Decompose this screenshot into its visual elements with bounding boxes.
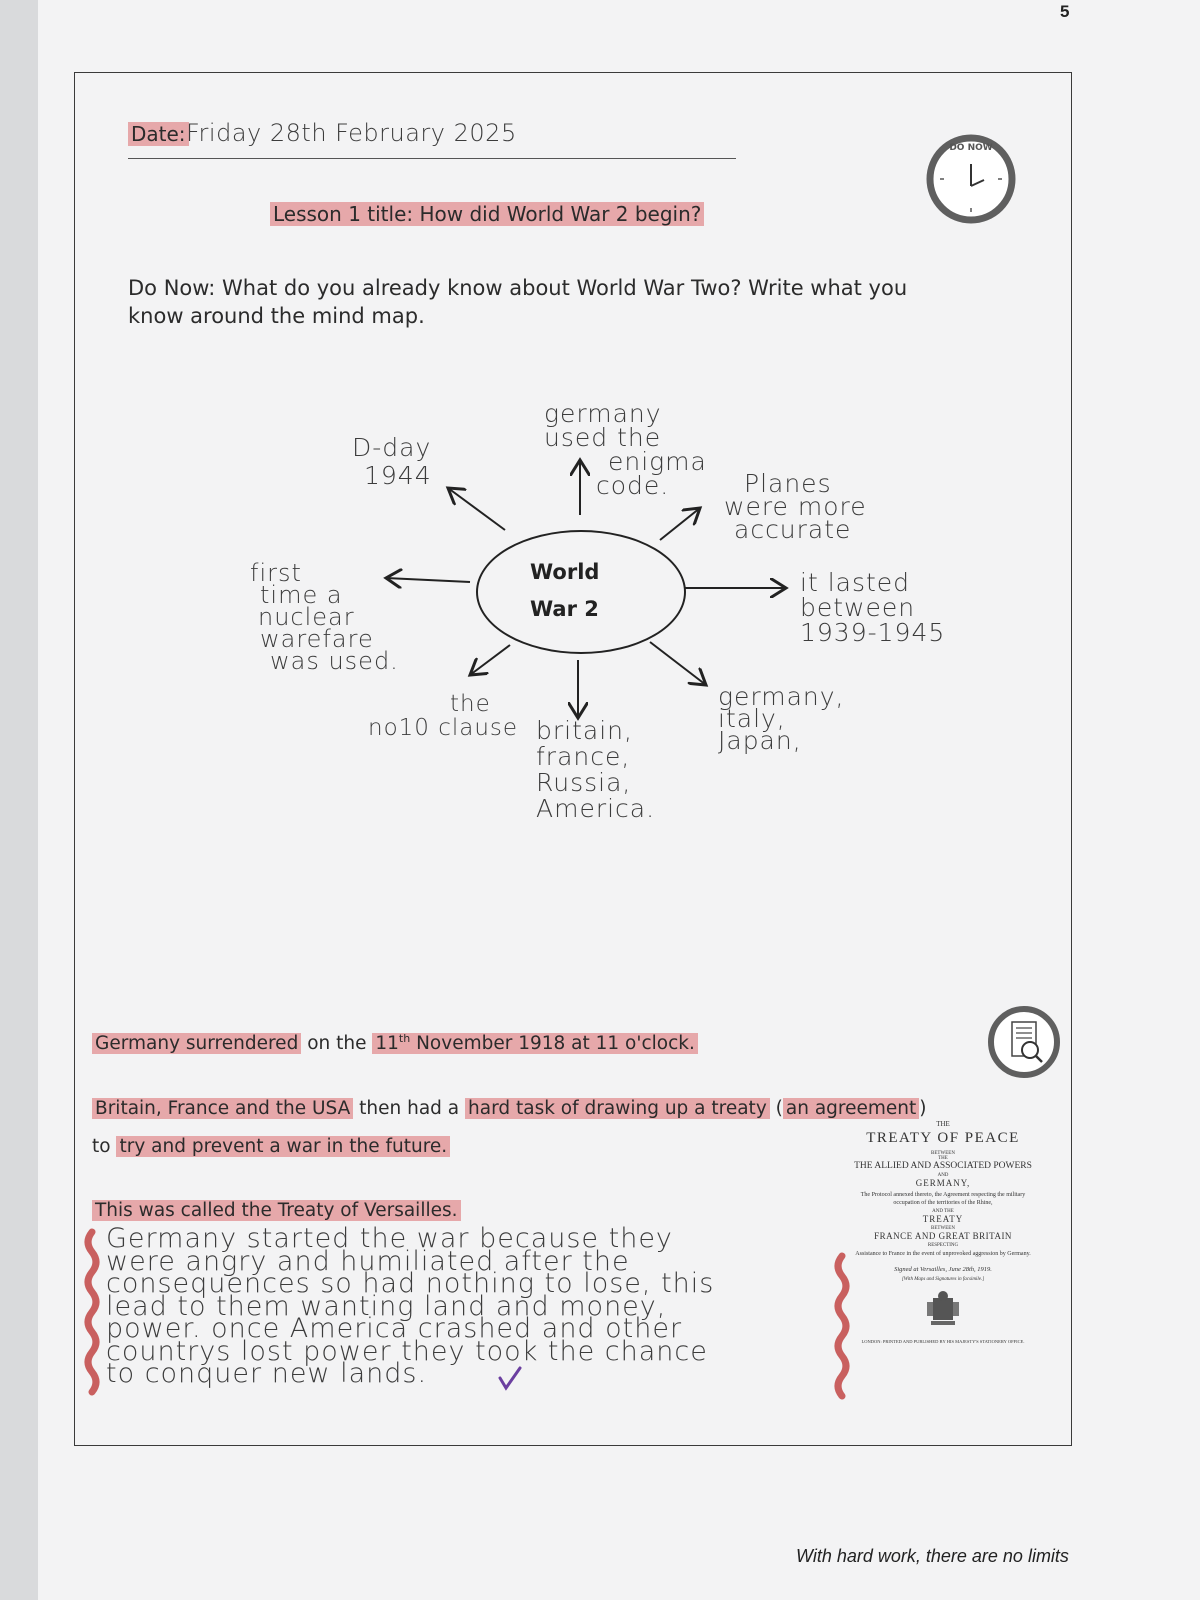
paragraph-surrender: Germany surrendered on the 11th November 1918 at 11 o'clock. — [92, 1032, 698, 1054]
mind-map-note-top: germany used the enigma code. — [544, 399, 707, 500]
mind-map-note-bottom-right: germany, italy, Japan, — [718, 682, 845, 755]
treaty-of-versailles-image: THE TREATY OF PEACE BETWEEN THE THE ALLIED AND ASSOCIATED POWERS AND GERMANY, The Protocol annexed thereto, the Agreement respecting the military occupation of the territories of the Rhine, AND THE TREATY BETWEEN FRANCE AND GREAT BRITAIN RESPECTING Assistance to France in the event of unprovoked aggression by Germany. Signed at Versailles, June 28th, 1919. [With Maps and Signatures in facsimile.] LONDON: PRINTED AND PUBLISHED BY HIS MAJESTY'S STATIONERY OFFICE. — [854, 1120, 1032, 1344]
mind-map-note-top-left: D-day 1944 — [352, 433, 432, 490]
date-value: Friday 28th February 2025 — [186, 119, 517, 147]
paragraph-treaty-line1: Britain, France and the USA then had a hard task of drawing up a treaty ( an agreement ) — [92, 1098, 926, 1119]
do-now-clock-icon — [926, 134, 1016, 224]
royal-crest-icon — [923, 1288, 963, 1328]
mind-map-note-left: first time a nuclear warefare was used. — [250, 559, 399, 675]
mind-map-note-top-right: Planes were more accurate — [724, 469, 867, 544]
clock-label: DO NOW — [949, 143, 993, 153]
do-now-prompt: Do Now: What do you already know about World War Two? Write what you know around the mind map. — [128, 276, 908, 328]
mind-map-note-bottom-left: the no10 clause — [368, 691, 519, 741]
mind-map-center-label: World War 2 — [530, 560, 600, 621]
lesson-title: Lesson 1 title: How did World War 2 begin? — [270, 202, 704, 226]
date-label: Date: — [128, 122, 189, 146]
mind-map-note-right: it lasted between 1939-1945 — [800, 568, 946, 647]
page-number: 5 — [1060, 2, 1070, 21]
date-underline — [128, 158, 736, 159]
reading-icon — [988, 1006, 1060, 1078]
footer-motto: With hard work, there are no limits — [796, 1546, 1069, 1566]
handwritten-answer: Germany started the war because they were angry and humiliated after the consequences so had nothing to lose, this lead to them wanting land and money, power. once America crashed and other countrys lost power they took the chance to conquer new lands. — [106, 1223, 715, 1389]
paragraph-versailles: This was called the Treaty of Versailles. — [92, 1200, 461, 1221]
mind-map-note-bottom: britain, france, Russia, America. — [536, 716, 656, 823]
paragraph-treaty-line2: to try and prevent a war in the future. — [92, 1136, 450, 1157]
